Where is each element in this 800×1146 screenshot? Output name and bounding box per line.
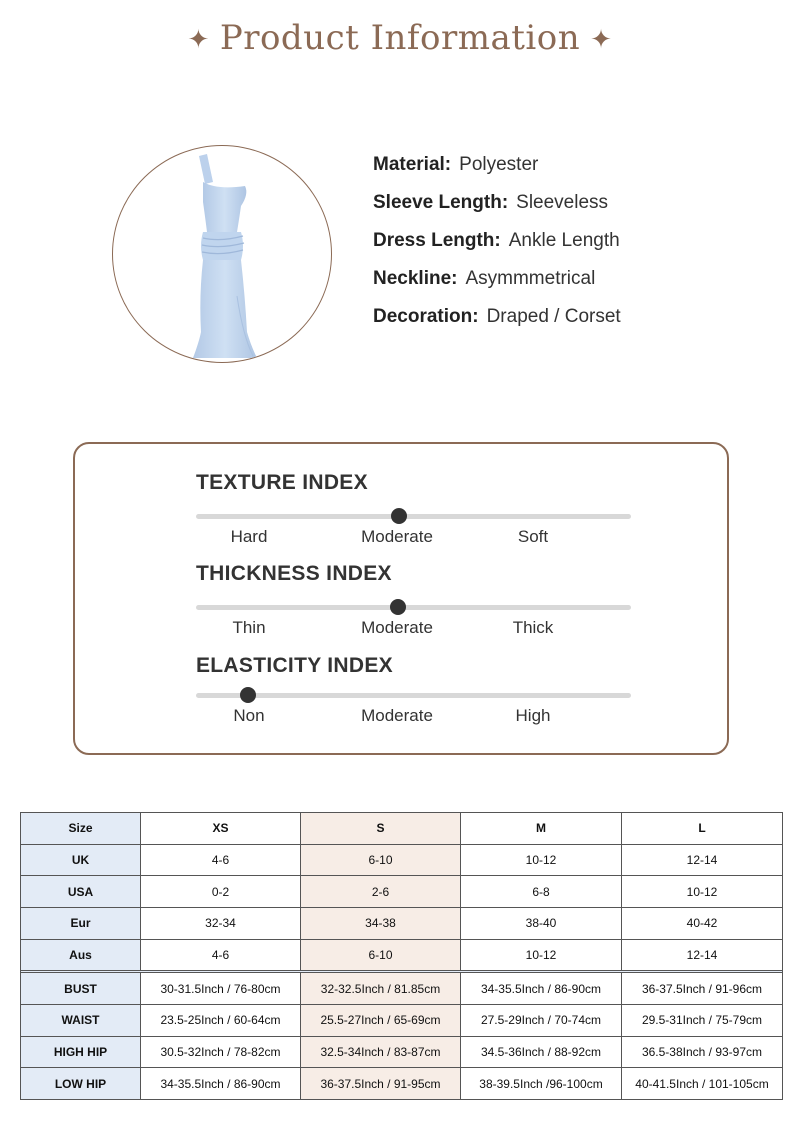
attribute-key: Decoration: <box>373 306 479 327</box>
table-header-cell: M <box>461 813 622 845</box>
elasticity-label-high: High <box>515 706 551 725</box>
table-cell: 4-6 <box>141 939 301 971</box>
thickness-index-title: THICKNESS INDEX <box>196 562 392 585</box>
table-row-label: USA <box>21 876 141 908</box>
attribute-neckline <box>373 268 621 306</box>
table-row-label: Eur <box>21 907 141 939</box>
sparkle-icon: ✦ <box>590 25 613 55</box>
table-cell: 34-35.5Inch / 86-90cm <box>141 1068 301 1100</box>
table-cell: 10-12 <box>461 939 622 971</box>
sparkle-icon: ✦ <box>187 25 210 55</box>
table-row-label: BUST <box>21 973 141 1005</box>
table-row-label: WAIST <box>21 1004 141 1036</box>
table-cell: 23.5-25Inch / 60-64cm <box>141 1004 301 1036</box>
table-row <box>21 1036 783 1068</box>
page-title-text: Product Information <box>219 18 581 58</box>
table-row <box>21 1068 783 1100</box>
attribute-material <box>373 154 621 192</box>
table-cell: 34-38 <box>301 907 461 939</box>
texture-label-moderate: Moderate <box>361 527 433 546</box>
thickness-label-thin: Thin <box>232 618 266 637</box>
table-header-cell: S <box>301 813 461 845</box>
table-cell: 29.5-31Inch / 75-79cm <box>622 1004 783 1036</box>
thickness-label-moderate: Moderate <box>361 618 433 637</box>
elasticity-label-non: Non <box>233 706 265 725</box>
attribute-dress-length <box>373 230 621 268</box>
attribute-value: Ankle Length <box>508 230 620 251</box>
table-cell: 30-31.5Inch / 76-80cm <box>141 973 301 1005</box>
elasticity-index-knob <box>240 687 256 703</box>
table-cell: 34.5-36Inch / 88-92cm <box>461 1036 622 1068</box>
product-photo <box>112 145 332 363</box>
page-title <box>0 18 800 58</box>
dress-illustration <box>113 146 331 362</box>
thickness-index-track <box>196 605 631 610</box>
table-header-cell: XS <box>141 813 301 845</box>
size-chart-table <box>20 812 783 1100</box>
table-row <box>21 973 783 1005</box>
table-cell: 12-14 <box>622 844 783 876</box>
table-cell: 36.5-38Inch / 93-97cm <box>622 1036 783 1068</box>
elasticity-index-track <box>196 693 631 698</box>
table-row <box>21 1004 783 1036</box>
table-cell: 38-40 <box>461 907 622 939</box>
elasticity-index-title: ELASTICITY INDEX <box>196 654 393 677</box>
table-header-cell: Size <box>21 813 141 845</box>
table-row-label: LOW HIP <box>21 1068 141 1100</box>
table-row-label: UK <box>21 844 141 876</box>
table-row <box>21 907 783 939</box>
table-cell: 6-8 <box>461 876 622 908</box>
table-cell: 0-2 <box>141 876 301 908</box>
texture-label-soft: Soft <box>517 527 549 546</box>
texture-label-hard: Hard <box>230 527 268 546</box>
table-cell: 34-35.5Inch / 86-90cm <box>461 973 622 1005</box>
table-cell: 2-6 <box>301 876 461 908</box>
texture-index-knob <box>391 508 407 524</box>
thickness-label-thick: Thick <box>512 618 554 637</box>
attribute-key: Sleeve Length: <box>373 192 509 213</box>
table-row <box>21 876 783 908</box>
attribute-key: Material: <box>373 154 452 175</box>
texture-index-track <box>196 514 631 519</box>
table-row <box>21 844 783 876</box>
table-cell: 12-14 <box>622 939 783 971</box>
table-row-label: HIGH HIP <box>21 1036 141 1068</box>
table-cell: 40-42 <box>622 907 783 939</box>
attribute-key: Neckline: <box>373 268 458 289</box>
attribute-value: Sleeveless <box>516 192 609 213</box>
table-cell: 25.5-27Inch / 65-69cm <box>301 1004 461 1036</box>
table-cell: 10-12 <box>622 876 783 908</box>
elasticity-label-moderate: Moderate <box>361 706 433 725</box>
table-cell: 4-6 <box>141 844 301 876</box>
table-header-cell: L <box>622 813 783 845</box>
table-cell: 36-37.5Inch / 91-96cm <box>622 973 783 1005</box>
table-cell: 27.5-29Inch / 70-74cm <box>461 1004 622 1036</box>
table-cell: 10-12 <box>461 844 622 876</box>
texture-index-title: TEXTURE INDEX <box>196 471 368 494</box>
table-cell: 6-10 <box>301 939 461 971</box>
table-cell: 30.5-32Inch / 78-82cm <box>141 1036 301 1068</box>
attribute-value: Asymmmetrical <box>465 268 596 289</box>
table-cell: 32-34 <box>141 907 301 939</box>
table-cell: 36-37.5Inch / 91-95cm <box>301 1068 461 1100</box>
table-row <box>21 939 783 971</box>
attribute-value: Draped / Corset <box>486 306 621 327</box>
attribute-sleeve-length <box>373 192 621 230</box>
table-header-row <box>21 813 783 845</box>
table-row-label: Aus <box>21 939 141 971</box>
thickness-index-knob <box>390 599 406 615</box>
attribute-value: Polyester <box>459 154 539 175</box>
table-cell: 32.5-34Inch / 83-87cm <box>301 1036 461 1068</box>
table-cell: 32-32.5Inch / 81.85cm <box>301 973 461 1005</box>
table-cell: 38-39.5Inch /96-100cm <box>461 1068 622 1100</box>
attribute-decoration <box>373 306 621 344</box>
table-cell: 6-10 <box>301 844 461 876</box>
product-attributes <box>373 154 621 344</box>
table-cell: 40-41.5Inch / 101-105cm <box>622 1068 783 1100</box>
attribute-key: Dress Length: <box>373 230 501 251</box>
